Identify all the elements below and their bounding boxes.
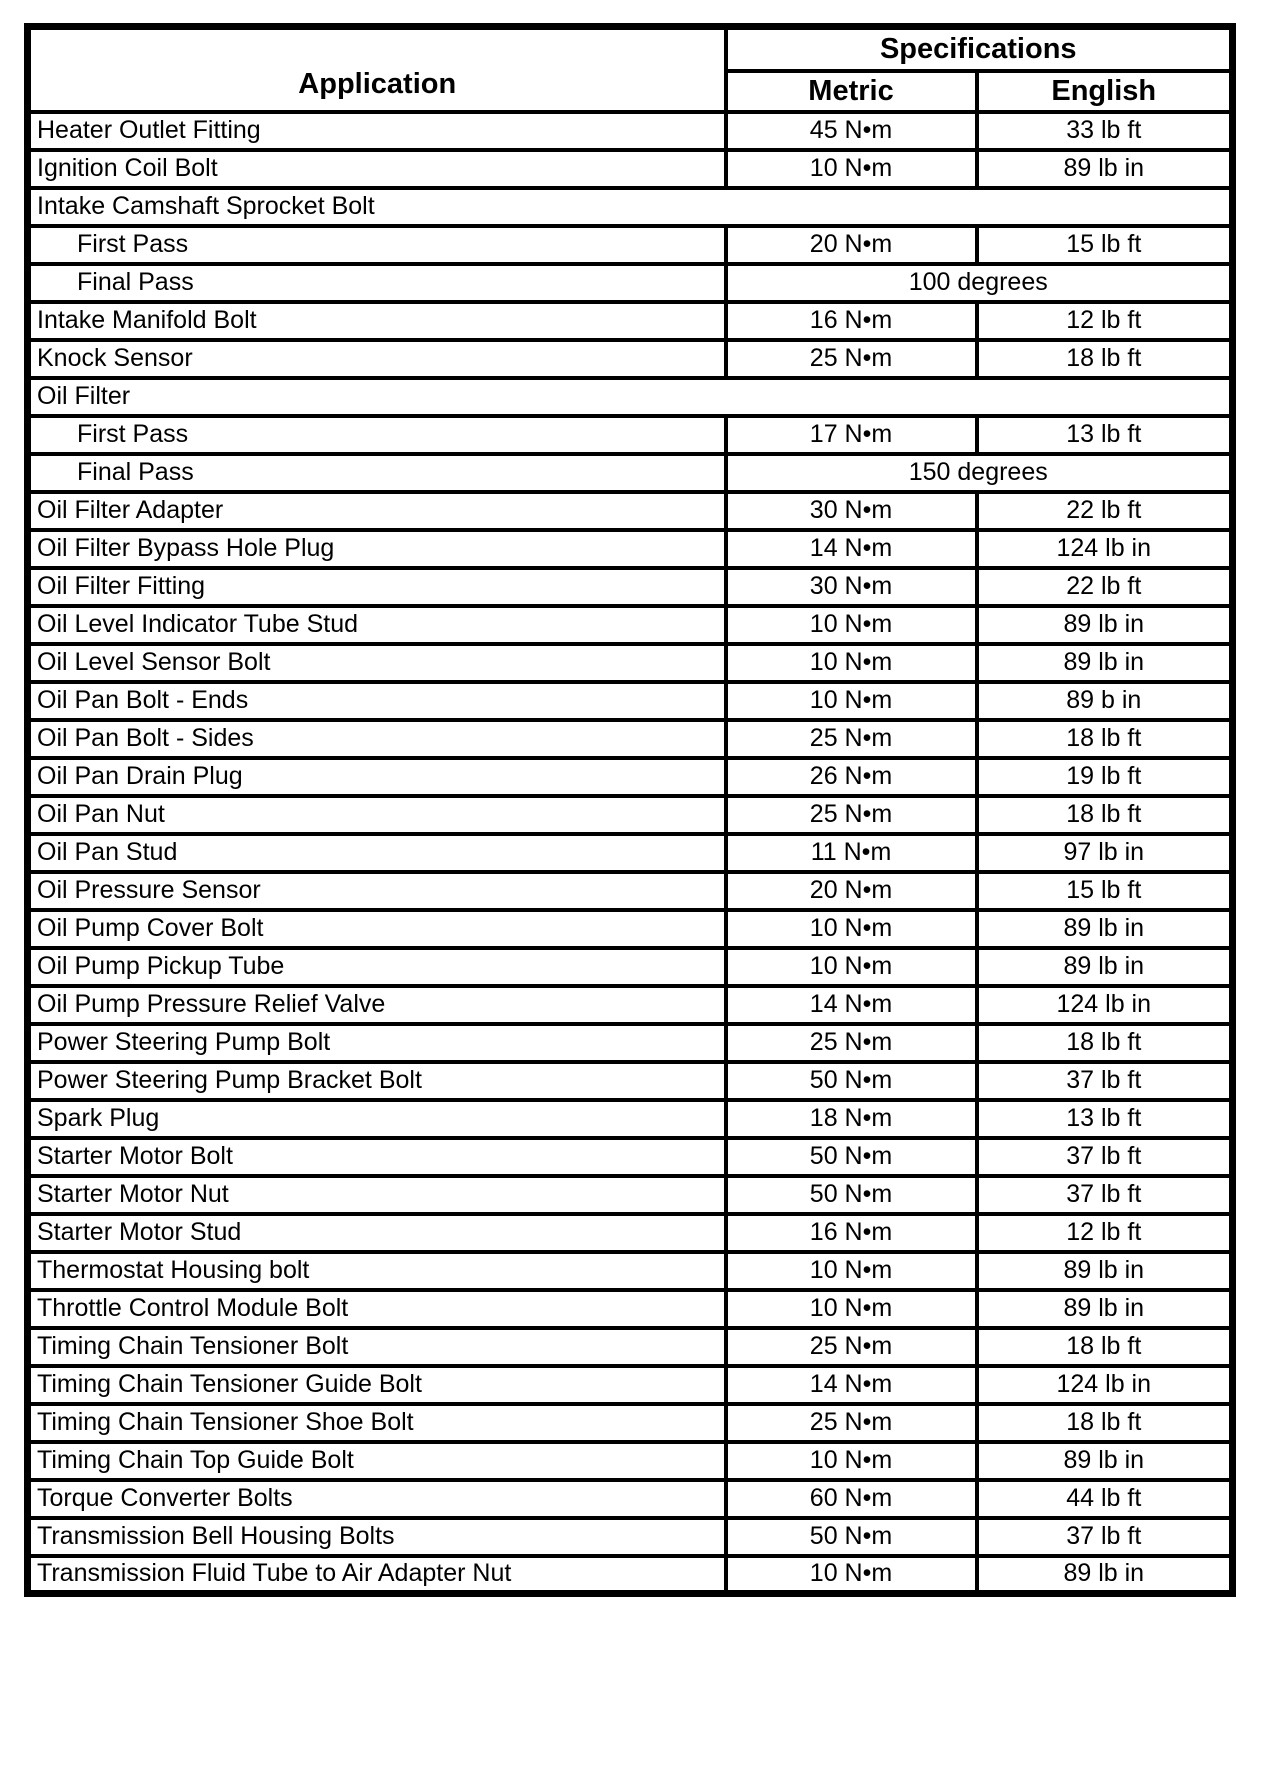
table-row [28, 492, 1233, 530]
table-row [28, 644, 1233, 682]
application-cell: Oil Pan Bolt - Sides [28, 720, 726, 758]
application-cell: Transmission Bell Housing Bolts [28, 1518, 726, 1556]
table-row [28, 1556, 1233, 1594]
english-value-cell: 19 lb ft [977, 758, 1233, 796]
english-value-cell: 12 lb ft [977, 302, 1233, 340]
spec-span-cell: 100 degrees [726, 264, 1233, 302]
application-cell: Oil Pump Pressure Relief Valve [28, 986, 726, 1024]
application-cell: Oil Filter Fitting [28, 568, 726, 606]
table-header [28, 27, 1233, 112]
metric-value-cell: 26 N•m [726, 758, 977, 796]
table-row [28, 1062, 1233, 1100]
table-row [28, 948, 1233, 986]
english-value-cell: 18 lb ft [977, 340, 1233, 378]
metric-value-cell: 10 N•m [726, 150, 977, 188]
application-cell: Oil Pan Stud [28, 834, 726, 872]
torque-spec-table [24, 23, 1236, 1597]
english-value-cell: 18 lb ft [977, 1328, 1233, 1366]
application-cell: Oil Pump Pickup Tube [28, 948, 726, 986]
application-cell: Oil Pump Cover Bolt [28, 910, 726, 948]
application-cell: Intake Camshaft Sprocket Bolt [28, 188, 1233, 226]
application-cell: Oil Pan Nut [28, 796, 726, 834]
english-value-cell: 124 lb in [977, 986, 1233, 1024]
table-row [28, 226, 1233, 264]
application-cell: Starter Motor Stud [28, 1214, 726, 1252]
table-row [28, 1290, 1233, 1328]
metric-value-cell: 10 N•m [726, 1442, 977, 1480]
table-row [28, 1404, 1233, 1442]
metric-value-cell: 16 N•m [726, 302, 977, 340]
english-value-cell: 89 lb in [977, 644, 1233, 682]
english-value-cell: 89 lb in [977, 948, 1233, 986]
english-value-cell: 97 lb in [977, 834, 1233, 872]
application-cell: Oil Level Indicator Tube Stud [28, 606, 726, 644]
application-cell: Starter Motor Bolt [28, 1138, 726, 1176]
english-value-cell: 89 lb in [977, 150, 1233, 188]
table-row [28, 910, 1233, 948]
metric-value-cell: 10 N•m [726, 1556, 977, 1594]
metric-value-cell: 10 N•m [726, 1252, 977, 1290]
metric-value-cell: 25 N•m [726, 1328, 977, 1366]
table-row [28, 302, 1233, 340]
group-header-row [28, 378, 1233, 416]
english-value-cell: 18 lb ft [977, 796, 1233, 834]
english-value-cell: 15 lb ft [977, 872, 1233, 910]
table-row [28, 1024, 1233, 1062]
metric-value-cell: 10 N•m [726, 1290, 977, 1328]
english-value-cell: 12 lb ft [977, 1214, 1233, 1252]
table-row [28, 1518, 1233, 1556]
table-row [28, 606, 1233, 644]
english-value-cell: 89 lb in [977, 910, 1233, 948]
table-row [28, 872, 1233, 910]
table-row [28, 1328, 1233, 1366]
metric-value-cell: 10 N•m [726, 682, 977, 720]
application-cell: Oil Filter Adapter [28, 492, 726, 530]
english-value-cell: 89 b in [977, 682, 1233, 720]
english-value-cell: 13 lb ft [977, 416, 1233, 454]
table-row [28, 720, 1233, 758]
table-row [28, 568, 1233, 606]
metric-value-cell: 20 N•m [726, 872, 977, 910]
metric-value-cell: 50 N•m [726, 1176, 977, 1214]
metric-column-header: Metric [726, 71, 977, 112]
metric-value-cell: 14 N•m [726, 986, 977, 1024]
metric-value-cell: 10 N•m [726, 644, 977, 682]
application-cell: Thermostat Housing bolt [28, 1252, 726, 1290]
application-cell: Power Steering Pump Bracket Bolt [28, 1062, 726, 1100]
english-value-cell: 89 lb in [977, 1290, 1233, 1328]
metric-value-cell: 30 N•m [726, 568, 977, 606]
metric-value-cell: 50 N•m [726, 1138, 977, 1176]
english-value-cell: 37 lb ft [977, 1176, 1233, 1214]
application-cell: Oil Pan Bolt - Ends [28, 682, 726, 720]
application-cell: Final Pass [28, 454, 726, 492]
application-cell: Power Steering Pump Bolt [28, 1024, 726, 1062]
application-cell: Final Pass [28, 264, 726, 302]
table-row [28, 1138, 1233, 1176]
application-cell: First Pass [28, 416, 726, 454]
table-row [28, 454, 1233, 492]
metric-value-cell: 25 N•m [726, 720, 977, 758]
english-column-header: English [977, 71, 1233, 112]
table-row [28, 1366, 1233, 1404]
application-cell: Timing Chain Tensioner Guide Bolt [28, 1366, 726, 1404]
application-cell: Starter Motor Nut [28, 1176, 726, 1214]
english-value-cell: 18 lb ft [977, 1404, 1233, 1442]
table-row [28, 1176, 1233, 1214]
group-header-row [28, 188, 1233, 226]
metric-value-cell: 10 N•m [726, 606, 977, 644]
metric-value-cell: 16 N•m [726, 1214, 977, 1252]
metric-value-cell: 18 N•m [726, 1100, 977, 1138]
metric-value-cell: 50 N•m [726, 1062, 977, 1100]
table-row [28, 834, 1233, 872]
table-row [28, 796, 1233, 834]
application-cell: First Pass [28, 226, 726, 264]
application-cell: Transmission Fluid Tube to Air Adapter Nut [28, 1556, 726, 1594]
metric-value-cell: 25 N•m [726, 1404, 977, 1442]
english-value-cell: 44 lb ft [977, 1480, 1233, 1518]
header-row-specifications [28, 27, 1233, 71]
table-row [28, 758, 1233, 796]
english-value-cell: 89 lb in [977, 1442, 1233, 1480]
table-row [28, 416, 1233, 454]
metric-value-cell: 10 N•m [726, 948, 977, 986]
table-row [28, 264, 1233, 302]
english-value-cell: 18 lb ft [977, 1024, 1233, 1062]
english-value-cell: 33 lb ft [977, 112, 1233, 150]
table-row [28, 150, 1233, 188]
metric-value-cell: 25 N•m [726, 1024, 977, 1062]
application-cell: Oil Pan Drain Plug [28, 758, 726, 796]
application-cell: Throttle Control Module Bolt [28, 1290, 726, 1328]
table-row [28, 1100, 1233, 1138]
table-row [28, 1214, 1233, 1252]
table-row [28, 530, 1233, 568]
metric-value-cell: 25 N•m [726, 796, 977, 834]
english-value-cell: 124 lb in [977, 530, 1233, 568]
english-value-cell: 22 lb ft [977, 492, 1233, 530]
application-cell: Timing Chain Tensioner Bolt [28, 1328, 726, 1366]
table-row [28, 986, 1233, 1024]
table-row [28, 1480, 1233, 1518]
application-cell: Oil Filter Bypass Hole Plug [28, 530, 726, 568]
table-row [28, 1252, 1233, 1290]
english-value-cell: 89 lb in [977, 1252, 1233, 1290]
table-row [28, 112, 1233, 150]
application-cell: Heater Outlet Fitting [28, 112, 726, 150]
application-cell: Spark Plug [28, 1100, 726, 1138]
metric-value-cell: 14 N•m [726, 1366, 977, 1404]
metric-value-cell: 14 N•m [726, 530, 977, 568]
metric-value-cell: 30 N•m [726, 492, 977, 530]
application-cell: Oil Filter [28, 378, 1233, 416]
application-cell: Oil Level Sensor Bolt [28, 644, 726, 682]
table-row [28, 682, 1233, 720]
application-cell: Oil Pressure Sensor [28, 872, 726, 910]
metric-value-cell: 20 N•m [726, 226, 977, 264]
metric-value-cell: 11 N•m [726, 834, 977, 872]
metric-value-cell: 60 N•m [726, 1480, 977, 1518]
application-cell: Timing Chain Tensioner Shoe Bolt [28, 1404, 726, 1442]
table-row [28, 1442, 1233, 1480]
application-column-header: Application [28, 27, 726, 112]
english-value-cell: 15 lb ft [977, 226, 1233, 264]
metric-value-cell: 10 N•m [726, 910, 977, 948]
metric-value-cell: 50 N•m [726, 1518, 977, 1556]
spec-table-body [28, 112, 1233, 1594]
english-value-cell: 89 lb in [977, 1556, 1233, 1594]
english-value-cell: 22 lb ft [977, 568, 1233, 606]
application-cell: Ignition Coil Bolt [28, 150, 726, 188]
english-value-cell: 37 lb ft [977, 1518, 1233, 1556]
specifications-column-header: Specifications [726, 27, 1233, 71]
application-cell: Knock Sensor [28, 340, 726, 378]
english-value-cell: 37 lb ft [977, 1062, 1233, 1100]
metric-value-cell: 25 N•m [726, 340, 977, 378]
english-value-cell: 89 lb in [977, 606, 1233, 644]
metric-value-cell: 17 N•m [726, 416, 977, 454]
english-value-cell: 37 lb ft [977, 1138, 1233, 1176]
table-row [28, 340, 1233, 378]
english-value-cell: 18 lb ft [977, 720, 1233, 758]
spec-span-cell: 150 degrees [726, 454, 1233, 492]
metric-value-cell: 45 N•m [726, 112, 977, 150]
english-value-cell: 13 lb ft [977, 1100, 1233, 1138]
application-cell: Intake Manifold Bolt [28, 302, 726, 340]
application-cell: Timing Chain Top Guide Bolt [28, 1442, 726, 1480]
application-cell: Torque Converter Bolts [28, 1480, 726, 1518]
english-value-cell: 124 lb in [977, 1366, 1233, 1404]
